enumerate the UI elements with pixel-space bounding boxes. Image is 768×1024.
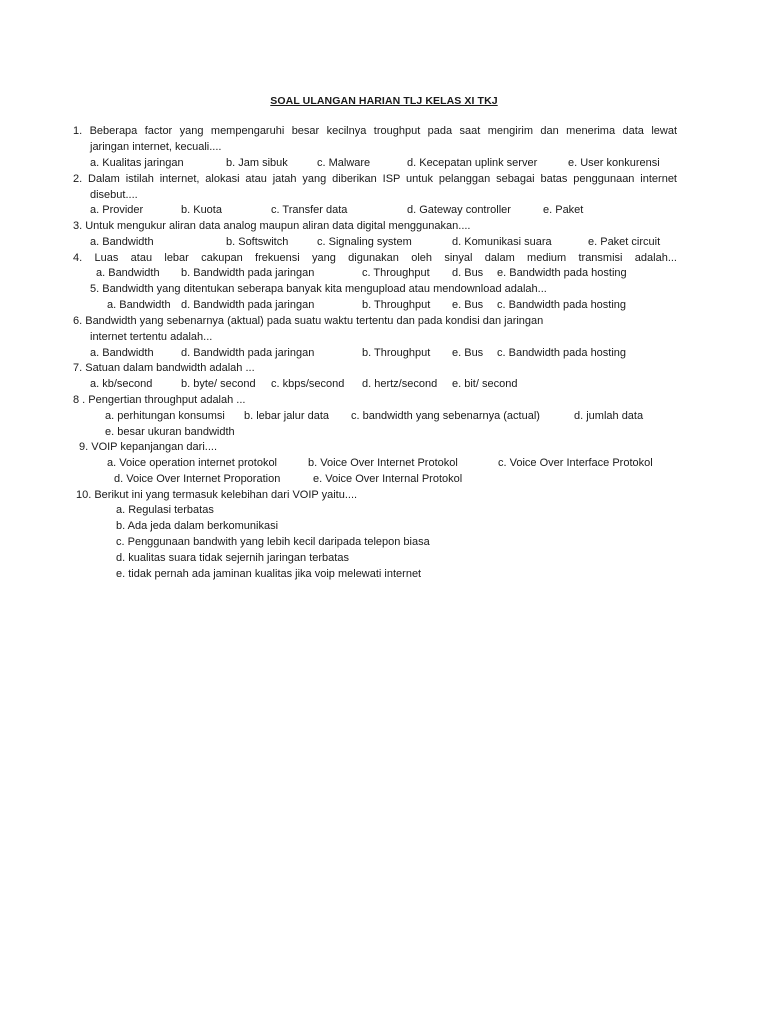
- question-7-option-d: d. hertz/second: [362, 378, 438, 390]
- question-1-option-e: e. User konkurensi: [568, 157, 660, 169]
- document-title: SOAL ULANGAN HARIAN TLJ KELAS XI TKJ: [270, 95, 498, 107]
- question-3-option-a: a. Bandwidth: [90, 236, 154, 248]
- question-10-option-c: c. Penggunaan bandwith yang lebih kecil daripada telepon biasa: [116, 536, 430, 548]
- question-10-option-d: d. kualitas suara tidak sejernih jaringan terbatas: [116, 552, 349, 564]
- question-1-text: 1. Beberapa factor yang mempengaruhi besar kecilnya troughput pada saat mengirim dan menerima data lewat: [73, 125, 677, 137]
- question-7-option-b: b. byte/ second: [181, 378, 256, 390]
- question-2-text-cont: disebut....: [90, 189, 138, 201]
- question-2-text: 2. Dalam istilah internet, alokasi atau jatah yang diberikan ISP untuk pelanggan sebagai batas penggunaan internet: [73, 173, 677, 185]
- question-1-option-c: c. Malware: [317, 157, 371, 169]
- question-5-text: 5. Bandwidth yang ditentukan seberapa banyak kita mengupload atau mendownload adalah...: [90, 283, 547, 295]
- question-4-option-c: c. Throughput: [362, 267, 430, 279]
- question-3-option-d: d. Komunikasi suara: [452, 236, 552, 248]
- question-7-text: 7. Satuan dalam bandwidth adalah ...: [73, 362, 255, 374]
- question-8-option-b: b. lebar jalur data: [244, 410, 329, 422]
- question-2-option-e: e. Paket: [543, 204, 584, 216]
- question-9-option-a: a. Voice operation internet protokol: [107, 457, 278, 469]
- question-2-option-a: a. Provider: [90, 204, 144, 216]
- question-7-option-a: a. kb/second: [90, 378, 153, 390]
- question-3-option-e: e. Paket circuit: [588, 236, 661, 248]
- question-1-option-a: a. Kualitas jaringan: [90, 157, 184, 169]
- question-6-option-b: d. Bandwidth pada jaringan: [181, 347, 315, 359]
- question-6-option-e: c. Bandwidth pada hosting: [497, 347, 627, 359]
- question-4-option-e: e. Bandwidth pada hosting: [497, 267, 627, 279]
- question-8-option-c: c. bandwidth yang sebenarnya (actual): [351, 410, 540, 422]
- question-5-option-a: a. Bandwidth: [107, 299, 171, 311]
- question-4-option-b: b. Bandwidth pada jaringan: [181, 267, 315, 279]
- question-1-option-b: b. Jam sibuk: [226, 157, 288, 169]
- question-2-option-d: d. Gateway controller: [407, 204, 511, 216]
- question-9-option-e: e. Voice Over Internal Protokol: [313, 473, 463, 485]
- question-7-option-e: e. bit/ second: [452, 378, 518, 390]
- question-7-option-c: c. kbps/second: [271, 378, 345, 390]
- question-9-option-b: b. Voice Over Internet Protokol: [308, 457, 458, 469]
- question-4-text: 4. Luas atau lebar cakupan frekuensi yang digunakan oleh sinyal dalam medium transmisi adalah...: [73, 252, 677, 264]
- question-6-option-d: e. Bus: [452, 347, 484, 359]
- question-6-text-cont: internet tertentu adalah...: [90, 331, 213, 343]
- question-6-option-a: a. Bandwidth: [90, 347, 154, 359]
- question-1-text-cont: jaringan internet, kecuali....: [90, 141, 222, 153]
- question-4-option-d: d. Bus: [452, 267, 484, 279]
- question-8-option-a: a. perhitungan konsumsi: [105, 410, 225, 422]
- question-9-option-d: d. Voice Over Internet Proporation: [114, 473, 281, 485]
- question-3-text: 3. Untuk mengukur aliran data analog maupun aliran data digital menggunakan....: [73, 220, 471, 232]
- question-3-option-b: b. Softswitch: [226, 236, 289, 248]
- question-10-option-a: a. Regulasi terbatas: [116, 504, 214, 516]
- question-2-option-c: c. Transfer data: [271, 204, 348, 216]
- question-1-option-d: d. Kecepatan uplink server: [407, 157, 538, 169]
- question-3-option-c: c. Signaling system: [317, 236, 412, 248]
- question-8-option-e: e. besar ukuran bandwidth: [105, 426, 235, 438]
- question-8-option-d: d. jumlah data: [574, 410, 644, 422]
- question-10-option-e: e. tidak pernah ada jaminan kualitas jika voip melewati internet: [116, 568, 422, 580]
- question-5-option-c: b. Throughput: [362, 299, 431, 311]
- question-6-option-c: b. Throughput: [362, 347, 431, 359]
- question-10-option-b: b. Ada jeda dalam berkomunikasi: [116, 520, 279, 532]
- question-8-text: 8 . Pengertian throughput adalah ...: [73, 394, 246, 406]
- question-5-option-d: e. Bus: [452, 299, 484, 311]
- question-9-text: 9. VOIP kepanjangan dari....: [79, 441, 217, 453]
- question-5-option-b: d. Bandwidth pada jaringan: [181, 299, 315, 311]
- question-5-option-e: c. Bandwidth pada hosting: [497, 299, 627, 311]
- question-6-text: 6. Bandwidth yang sebenarnya (aktual) pada suatu waktu tertentu dan pada kondisi dan jaringan: [73, 315, 544, 327]
- question-10-text: 10. Berikut ini yang termasuk kelebihan dari VOIP yaitu....: [76, 489, 358, 501]
- question-4-option-a: a. Bandwidth: [96, 267, 160, 279]
- question-2-option-b: b. Kuota: [181, 204, 222, 216]
- question-9-option-c: c. Voice Over Interface Protokol: [498, 457, 653, 469]
